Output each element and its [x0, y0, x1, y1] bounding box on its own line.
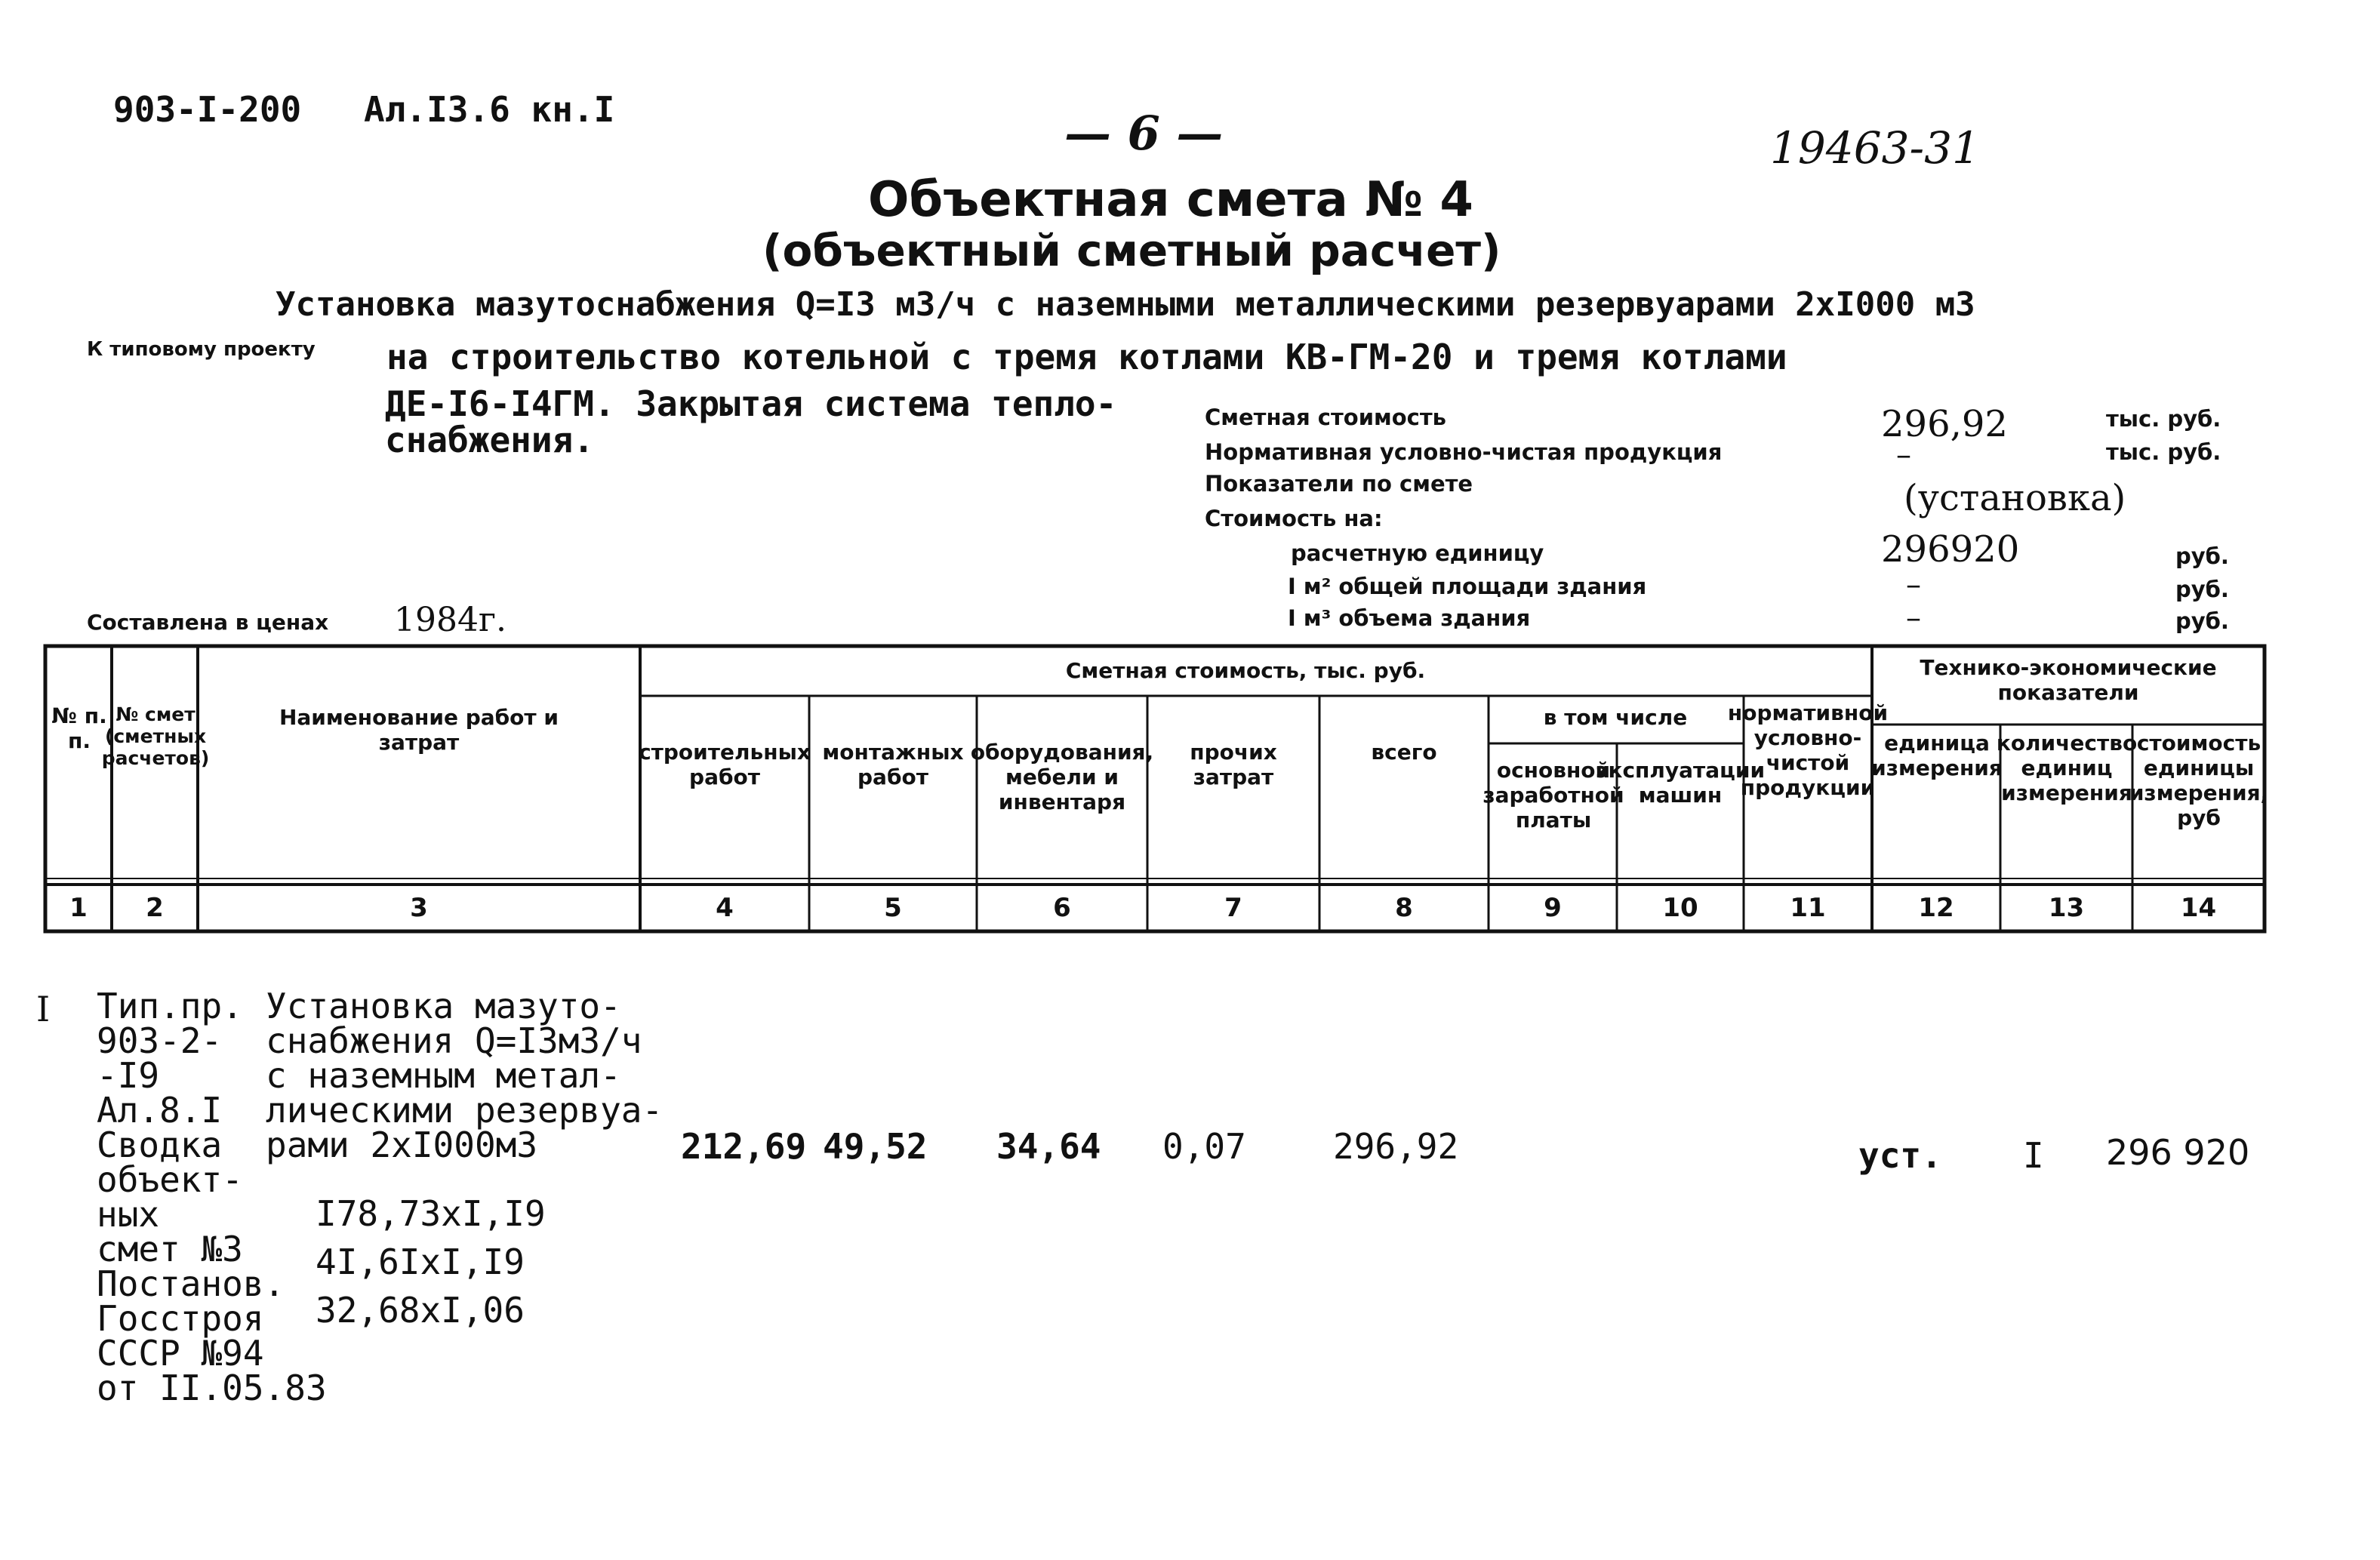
- summary-value: (установка): [1904, 477, 2126, 519]
- summary-label: Сметная стоимость: [1205, 405, 1446, 430]
- col-header-11: нормативной условно-чистой продукции: [1727, 700, 1889, 800]
- value-unit: уст.: [1858, 1135, 1942, 1176]
- summary-unit: тыс. руб.: [2106, 406, 2221, 432]
- column-number: 9: [1544, 893, 1562, 923]
- value-total: 296,92: [1333, 1126, 1459, 1167]
- summary-label: I м³ объема здания: [1288, 605, 1531, 631]
- header-tech-group: Технико-экономические показатели: [1920, 655, 2217, 705]
- column-number: 1: [69, 893, 88, 923]
- summary-unit: руб.: [2175, 608, 2229, 634]
- col-header-12: единица измерения: [1871, 731, 2003, 780]
- album-ref: Ал.I3.6 кн.I: [364, 89, 615, 130]
- column-number: 2: [146, 893, 164, 923]
- col-header-6: оборудования, мебели и инвентаря: [970, 740, 1154, 814]
- column-number: 6: [1053, 893, 1071, 923]
- column-number: 12: [1918, 893, 1954, 923]
- prices-label: Составлена в ценах: [87, 610, 329, 635]
- row-source: Тип.пр. 903-2- -I9 Ал.8.I Сводка объект- ных смет №3 Постанов. Госстроя СССР №94 от II.05.83: [97, 986, 327, 1408]
- prices-year: 1984г.: [394, 601, 507, 639]
- column-number: 8: [1395, 893, 1413, 923]
- col-header-13: количество единиц измерения: [1996, 731, 2138, 805]
- column-number: 4: [716, 893, 734, 923]
- col-header-5: монтажных работ: [822, 740, 964, 789]
- object-title-line3b: снабжения.: [385, 420, 594, 460]
- document-code: 903-I-200: [113, 89, 302, 130]
- col-header-7: прочих затрат: [1190, 740, 1277, 789]
- column-number: 5: [884, 893, 902, 923]
- col-header-10: эксплуатации машин: [1595, 758, 1766, 808]
- summary-value: –: [1896, 438, 1911, 472]
- value-quantity: I: [2023, 1135, 2044, 1176]
- value-equipment: 34,64: [996, 1126, 1101, 1167]
- value-installation: 49,52: [823, 1126, 928, 1167]
- summary-value: 296920: [1881, 528, 2020, 571]
- summary-unit: тыс. руб.: [2106, 439, 2221, 465]
- summary-label: Нормативная условно-чистая продукция: [1205, 439, 1723, 465]
- summary-unit: руб.: [2175, 543, 2229, 569]
- col-header-2: № смет (сметных расчетов): [101, 703, 210, 769]
- summary-value: –: [1906, 601, 1921, 635]
- summary-label: Показатели по смете: [1205, 471, 1473, 497]
- project-prefix: К типовому проекту: [87, 338, 316, 361]
- col-header-9: основной заработной платы: [1482, 758, 1624, 832]
- value-unit-cost: 296 920: [2106, 1132, 2250, 1173]
- row-calculation: I78,73хI,I9 4I,6IхI,I9 32,68хI,06: [316, 1193, 546, 1331]
- object-title-line2: на строительство котельной с тремя котлами КВ-ГМ-20 и тремя котлами: [386, 337, 1787, 377]
- summary-label: I м² общей площади здания: [1288, 574, 1647, 599]
- column-number: 11: [1790, 893, 1826, 923]
- handwritten-reference: 19463-31: [1770, 122, 1980, 174]
- header-cost-group: Сметная стоимость, тыс. руб.: [1065, 658, 1426, 683]
- value-construction: 212,69: [681, 1126, 807, 1167]
- column-number: 3: [410, 893, 428, 923]
- header-including: в том числе: [1543, 705, 1688, 730]
- summary-label: расчетную единицу: [1291, 540, 1544, 566]
- col-header-3: Наименование работ и затрат: [279, 705, 559, 755]
- column-number: 13: [2048, 893, 2085, 923]
- value-other: 0,07: [1162, 1126, 1246, 1167]
- summary-unit: руб.: [2175, 577, 2229, 602]
- col-header-14: стоимость единицы измерения, руб: [2129, 731, 2269, 830]
- col-header-4: строительных работ: [639, 740, 811, 789]
- page-number: — 6 —: [1064, 106, 1224, 161]
- col-header-1: № п. п.: [51, 703, 107, 753]
- estimate-subtitle: (объектный сметный расчет): [762, 225, 1501, 276]
- column-number: 14: [2180, 893, 2217, 923]
- column-number: 10: [1662, 893, 1698, 923]
- row-number: I: [36, 989, 51, 1029]
- summary-value: 296,92: [1881, 403, 2008, 445]
- summary-value: –: [1906, 568, 1921, 602]
- summary-label: Стоимость на:: [1205, 506, 1383, 531]
- column-number: 7: [1224, 893, 1242, 923]
- object-title-line1: Установка мазутоснабжения Q=I3 м3/ч с наземными металлическими резервуарами 2хI000 м3: [276, 285, 1975, 324]
- object-title-line3a: ДЕ-I6-I4ГМ. Закрытая система тепло-: [385, 383, 1117, 424]
- estimate-title: Объектная смета № 4: [868, 172, 1473, 228]
- row-name: Установка мазуто- снабжения Q=I3м3/ч с наземным метал- лическими резервуа- рами 2хI000м3: [266, 986, 664, 1165]
- col-header-8: всего: [1371, 740, 1437, 765]
